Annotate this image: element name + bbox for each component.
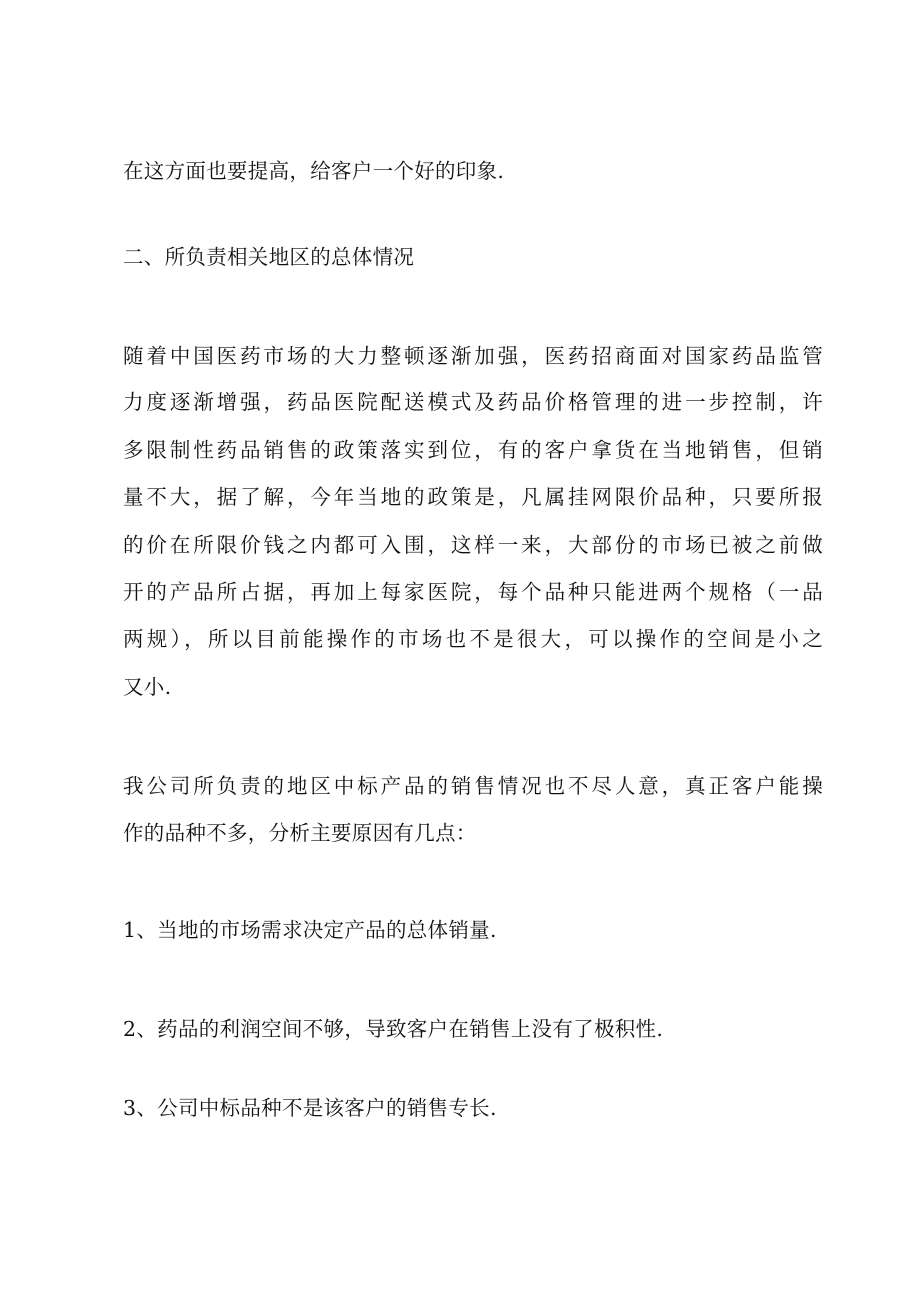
list-item: 3、公司中标品种不是该客户的销售专长. [123,1096,497,1120]
paragraph-line: 两规），所以目前能操作的市场也不是很大，可以操作的空间是小之 [123,627,823,651]
paragraph-line: 量不大，据了解，今年当地的政策是，凡属挂网限价品种，只要所报 [123,485,823,509]
paragraph-line: 的价在所限价钱之内都可入围，这样一来，大部份的市场已被之前做 [123,533,823,557]
paragraph-line: 开的产品所占据，再加上每家医院，每个品种只能进两个规格（一品 [123,580,823,604]
paragraph-line: 随着中国医药市场的大力整顿逐渐加强，医药招商面对国家药品监管 [123,344,823,368]
list-item: 2、药品的利润空间不够，导致客户在销售上没有了极积性. [123,1017,664,1041]
paragraph-line: 我公司所负责的地区中标产品的销售情况也不尽人意，真正客户能操 [123,774,823,798]
paragraph-line: 作的品种不多，分析主要原因有几点： [123,821,477,845]
paragraph-line: 又小. [123,675,172,699]
paragraph-line: 在这方面也要提高，给客户一个好的印象. [123,159,505,183]
list-item: 1、当地的市场需求决定产品的总体销量. [123,918,497,942]
paragraph-line: 多限制性药品销售的政策落实到位，有的客户拿货在当地销售，但销 [123,438,823,462]
paragraph-line: 力度逐渐增强，药品医院配送模式及药品价格管理的进一步控制，许 [123,390,823,414]
section-heading: 二、所负责相关地区的总体情况 [123,245,415,269]
